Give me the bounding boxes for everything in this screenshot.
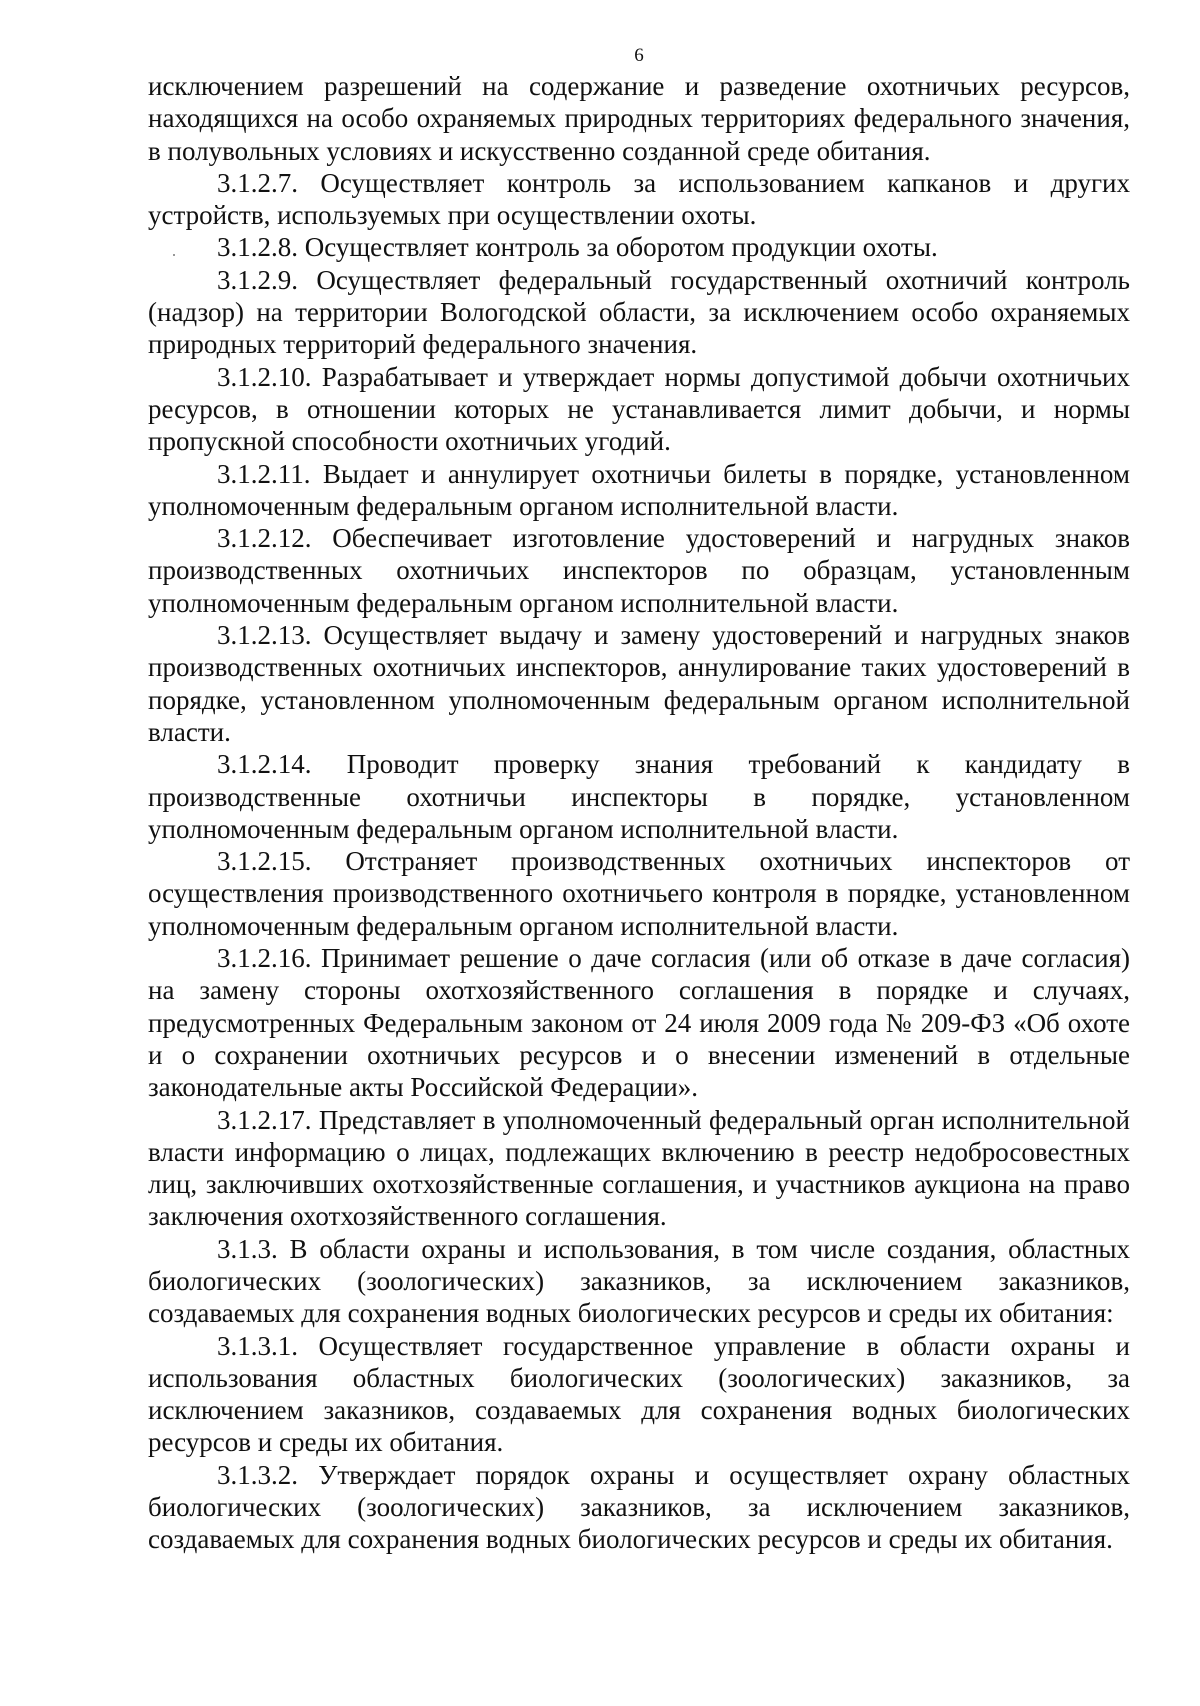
paragraph-3-1-2-17: 3.1.2.17. Представляет в уполномоченный федеральный орган исполнительной власти информацию о лицах, подлежащих включению в реестр недобросовестных лиц, заключивших охотхозяйственные соглашения, и участников аукциона на право заключения охотхозяйственного соглашения. [148, 1104, 1130, 1232]
paragraph-3-1-3-2: 3.1.3.2. Утверждает порядок охраны и осуществляет охрану областных биологических (зоологических) заказников, за исключением заказников, создаваемых для сохранения водных биологических ресурсов и среды их обитания. [148, 1459, 1130, 1555]
paragraph-3-1-2-11: 3.1.2.11. Выдает и аннулирует охотничьи билеты в порядке, установленном уполномоченным федеральным органом исполнительной власти. [148, 458, 1130, 521]
paragraph-3-1-3-1: 3.1.3.1. Осуществляет государственное управление в области охраны и использования областных биологических (зоологических) заказников, за исключением заказников, создаваемых для сохранения водных биологических ресурсов и среды их обитания. [148, 1330, 1130, 1458]
paragraph-3-1-2-10: 3.1.2.10. Разрабатывает и утверждает нормы допустимой добычи охотничьих ресурсов, в отношении которых не устанавливается лимит добычи, и нормы пропускной способности охотничьих угодий. [148, 361, 1130, 457]
paragraph-3-1-2-15: 3.1.2.15. Отстраняет производственных охотничьих инспекторов от осуществления производственного охотничьего контроля в порядке, установленном уполномоченным федеральным органом исполнительной власти. [148, 846, 1130, 941]
paragraph-3-1-2-14: 3.1.2.14. Проводит проверку знания требований к кандидату в производственные охотничьи инспекторы в порядке, установленном уполномоченным федеральным органом исполнительной власти. [148, 749, 1130, 844]
paragraph-3-1-2-9: 3.1.2.9. Осуществляет федеральный государственный охотничий контроль (надзор) на территории Вологодской области, за исключением особо охраняемых природных территорий федерального значения. [148, 264, 1130, 360]
paragraph-3-1-2-13: 3.1.2.13. Осуществляет выдачу и замену удостоверений и нагрудных знаков производственных охотничьих инспекторов, аннулирование таких удостоверений в порядке, установленном уполномоченным федеральным органом исполнительной власти. [148, 620, 1130, 747]
page-number: 6 [634, 45, 644, 66]
paragraph-3-1-2-7: 3.1.2.7. Осуществляет контроль за использованием капканов и других устройств, используемых при осуществлении охоты. [148, 167, 1130, 231]
paragraph-3-1-2-12: 3.1.2.12. Обеспечивает изготовление удостоверений и нагрудных знаков производственных охотничьих инспекторов по образцам, установленным уполномоченным федеральным органом исполнительной власти. [148, 523, 1130, 618]
document-page [148, 44, 1130, 1556]
paragraph-continuation: исключением разрешений на содержание и разведение охотничьих ресурсов, находящихся на особо охраняемых природных территориях федерального значения, в полувольных условиях и искусственно созданной среде обитания. [148, 71, 1130, 166]
paragraph-3-1-2-16: 3.1.2.16. Принимает решение о даче согласия (или об отказе в даче согласия) на замену стороны охотхозяйственного соглашения в порядке и случаях, предусмотренных Федеральным законом от 24 июля 2009 года № 209-ФЗ «Об охоте и о сохранении охотничьих ресурсов и о внесении изменений в отдельные законодательные акты Российской Федерации». [148, 943, 1130, 1103]
paragraph-3-1-2-8: 3.1.2.8. Осуществляет контроль за оборотом продукции охоты. [217, 232, 938, 263]
paragraph-3-1-3: 3.1.3. В области охраны и использования, в том числе создания, областных биологических (зоологических) заказников, за исключением заказников, создаваемых для сохранения водных биологических ресурсов и среды их обитания: [148, 1233, 1130, 1329]
